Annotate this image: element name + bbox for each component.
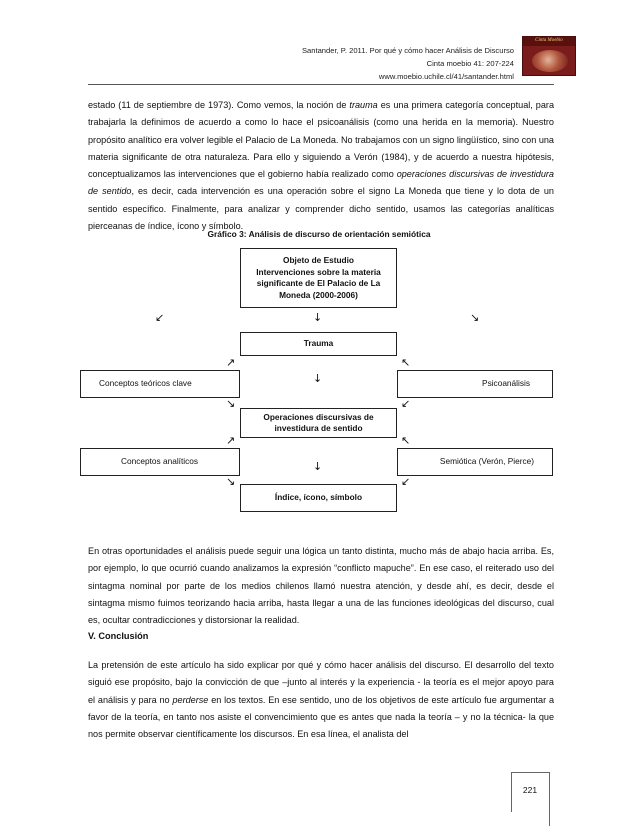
object-of-study-title: Objeto de Estudio xyxy=(283,255,354,265)
header-rule xyxy=(88,84,554,85)
arrow-down-right-icon: ↘ xyxy=(470,311,480,324)
trauma-box: Trauma xyxy=(240,332,397,356)
para1-text-c: es una primera categoría conceptual, para trabajarla la definimos de acuerdo a como lo hace el psicoanálisis (como una herida en la memoria). Nuestro propósito analítico era volver legible el Palacio de La Moneda. No trabajamos con un signo lingüístico, sino con una materia significante de otra naturaleza. Para ello y siguiendo a Verón (1984), y de acuerdo a nuestra hipótesis, conceptualizamos las intervenciones que el gobierno había realizado como xyxy=(88,100,555,180)
para1-text-a: estado (11 de septiembre de 1973). Como vemos, la noción de xyxy=(88,100,350,110)
header-citation: Santander, P. 2011. Por qué y cómo hacer Análisis de Discurso xyxy=(301,46,514,55)
para3-text-c: en los textos. En ese sentido, uno de los objetivos de este artículo fue argumentar a favor de la teoría, en tanto nos asiste el convencimiento que es antes que nada la teoría – y no la técnica- la que nos permite observar científicamente los discursos. En esa línea, el analista del xyxy=(88,694,555,740)
object-of-study-box xyxy=(240,248,397,308)
body-paragraph-2: En otras oportunidades el análisis puede seguir una lógica un tanto distinta, mucho más de abajo hacia arriba. Es, por ejemplo, lo que ocurrió cuando analizamos la expresión “conflicto mapuche”. En ese caso, el reiterado uso del sintagma nominal por parte de los medios chilenos llamó nuestra atención, y desde ahí, es decir, desde el sintagma mismo fuimos teorizando hacia arriba, hasta llegar a una de las funciones ideológicas del discurso, cual es, ocultar contradicciones y distorsionar la realidad. xyxy=(88,546,554,626)
analytic-concepts-box: Conceptos analíticos xyxy=(80,448,240,476)
psychoanalysis-box: Psicoanálisis xyxy=(397,370,553,398)
journal-logo xyxy=(522,36,576,76)
arrow-up-left-icon: ↖ xyxy=(401,434,411,447)
arrow-down-left-icon: ↙ xyxy=(401,397,411,410)
body-paragraph-1 xyxy=(88,97,554,235)
semiotics-box: Semiótica (Verón, Pierce) xyxy=(397,448,553,476)
arrow-down-icon: ↓ xyxy=(313,311,323,324)
discursive-operations-label: Operaciones discursivas de investidura de sentido xyxy=(263,411,374,433)
body-paragraph-3 xyxy=(88,657,554,743)
footer-rule xyxy=(549,772,550,826)
header-journal: Cinta moebio 41: 207-224 xyxy=(426,59,514,68)
arrow-up-left-icon: ↖ xyxy=(401,356,411,369)
para1-text-e: , es decir, cada intervención es una operación sobre el signo La Moneda que tiene y lo dota de un sentido específico. Finalmente, para analizar y comprender dicho sentido, usamos las categorías analíticas pierceanas de índice, ícono y símbolo. xyxy=(88,186,554,232)
section-heading: V. Conclusión xyxy=(88,631,149,641)
logo-text: Cinta Moebio xyxy=(535,38,563,43)
para3-italic-perderse: perderse xyxy=(172,694,209,705)
figure-title: Gráfico 3: Análisis de discurso de orientación semiótica xyxy=(207,229,431,239)
arrow-up-right-icon: ↗ xyxy=(226,434,236,447)
theoretical-concepts-box: Conceptos teóricos clave xyxy=(80,370,240,398)
arrow-down-right-icon: ↘ xyxy=(226,475,236,488)
running-header xyxy=(302,44,514,83)
arrow-down-icon: ↓ xyxy=(313,372,323,385)
object-of-study-description: Intervenciones sobre la materia significante de El Palacio de La Moneda (2000-2006) xyxy=(256,266,381,300)
discursive-operations-box xyxy=(240,408,397,438)
arrow-up-right-icon: ↗ xyxy=(226,356,236,369)
page-number: 221 xyxy=(522,785,538,795)
logo-emblem xyxy=(532,50,568,72)
para1-italic-trauma: trauma xyxy=(349,100,378,110)
arrow-down-left-icon: ↙ xyxy=(401,475,411,488)
para3-text-a: La pretensión de este artículo ha sido explicar por qué y cómo hacer análisis del discurso. El desarrollo del texto siguió ese propósito, bajo la convicción de que –junto al interés y la experiencia - la teoría es el mejor apoyo para el análisis y para no xyxy=(88,660,554,705)
header-url: www.moebio.uchile.cl/41/santander.html xyxy=(378,72,514,81)
arrow-down-right-icon: ↘ xyxy=(226,397,236,410)
arrow-down-icon: ↓ xyxy=(313,460,323,473)
index-icon-symbol-box: Índice, ícono, símbolo xyxy=(240,484,397,512)
para1-italic-operations: operaciones discursivas de investidura de sentido xyxy=(88,169,554,197)
arrow-down-left-icon: ↙ xyxy=(155,311,165,324)
